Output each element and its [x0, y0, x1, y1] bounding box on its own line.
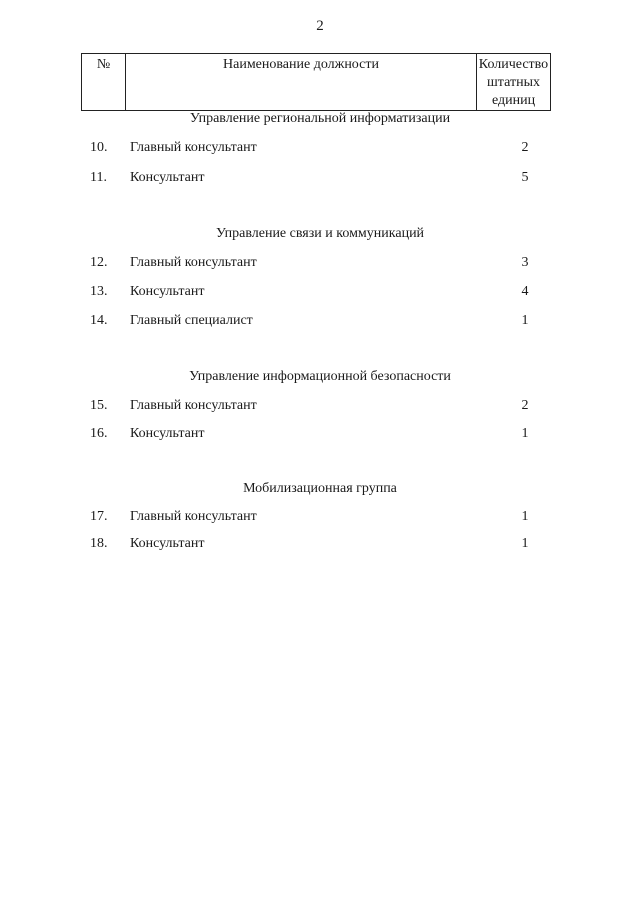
row-count: 1 [521, 313, 529, 328]
row-number: 17. [90, 509, 108, 524]
table-row [0, 140, 640, 158]
page-number: 2 [316, 18, 324, 34]
row-position: Главный консультант [130, 398, 257, 413]
row-number: 14. [90, 313, 108, 328]
row-count: 2 [521, 140, 529, 155]
row-position: Главный консультант [130, 255, 257, 270]
row-number: 12. [90, 255, 108, 270]
section-title: Управление информационной безопасности [189, 369, 451, 384]
row-count: 2 [521, 398, 529, 413]
table-row [0, 509, 640, 527]
row-position: Консультант [130, 536, 205, 551]
header-staff-count-line2: штатных [487, 75, 540, 90]
row-number: 16. [90, 426, 108, 441]
row-count: 1 [521, 509, 529, 524]
row-position: Главный специалист [130, 313, 253, 328]
row-number: 11. [90, 170, 107, 185]
header-number: № [82, 54, 126, 111]
table-header [81, 53, 551, 111]
row-count: 5 [521, 170, 529, 185]
section-title: Управление связи и коммуникаций [215, 226, 425, 241]
row-position: Консультант [130, 284, 205, 299]
section-title: Мобилизационная группа [243, 481, 397, 496]
table-row [0, 255, 640, 273]
table-row [0, 313, 640, 331]
row-position: Консультант [130, 170, 205, 185]
section-title: Управление региональной информатизации [189, 111, 451, 126]
row-position: Главный консультант [130, 509, 257, 524]
table-row [0, 426, 640, 444]
row-count: 1 [521, 536, 529, 551]
table-row [0, 284, 640, 302]
row-position: Главный консультант [130, 140, 257, 155]
header-position-name: Наименование должности [126, 54, 477, 111]
table-row [0, 536, 640, 554]
header-staff-count-line1: Количество [478, 57, 549, 72]
header-staff-count-line3: единиц [491, 93, 536, 108]
row-count: 1 [521, 426, 529, 441]
row-position: Консультант [130, 426, 205, 441]
table-row [0, 398, 640, 416]
row-number: 15. [90, 398, 108, 413]
row-number: 18. [90, 536, 108, 551]
row-count: 4 [521, 284, 529, 299]
row-count: 3 [521, 255, 529, 270]
table-row [0, 170, 640, 188]
row-number: 13. [90, 284, 108, 299]
row-number: 10. [90, 140, 108, 155]
header-staff-count [477, 54, 551, 111]
